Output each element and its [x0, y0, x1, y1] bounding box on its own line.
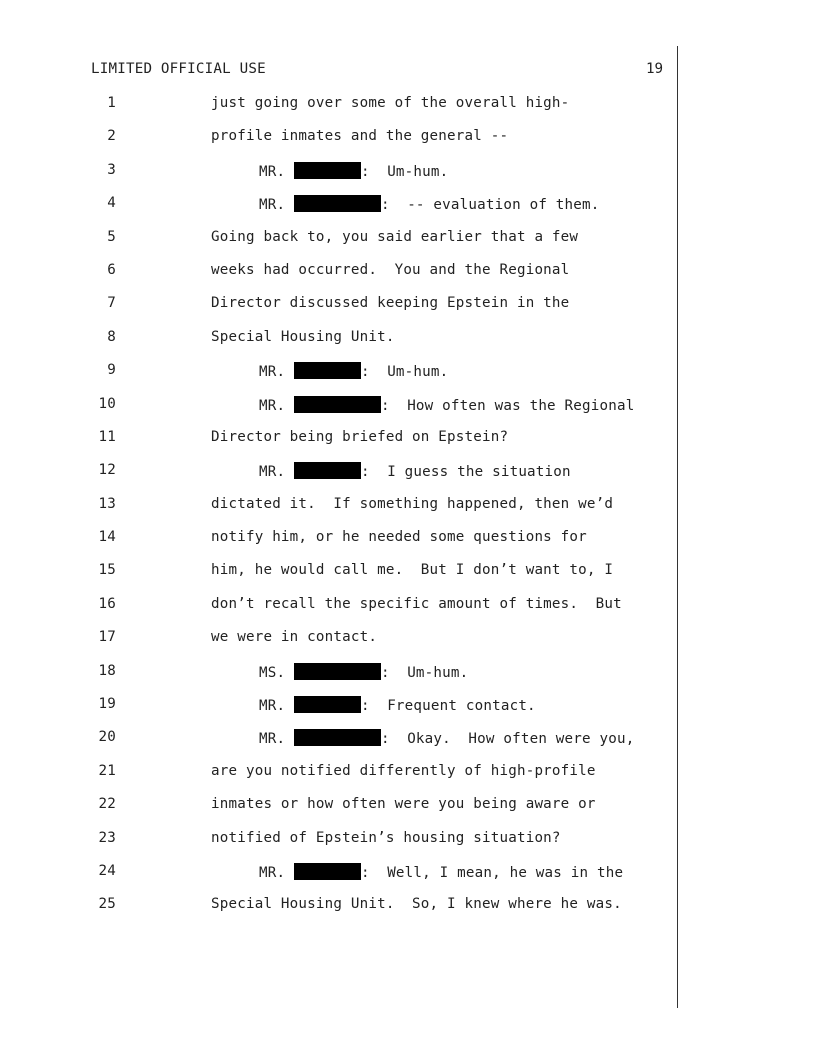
line-text-segment: Director being briefed on Epstein?: [211, 428, 509, 445]
line-text: [259, 729, 634, 747]
transcript-line: [0, 362, 816, 395]
transcript-line: [0, 496, 816, 529]
line-text: [211, 562, 613, 578]
line-text: [259, 162, 448, 180]
line-text-segment: MR.: [259, 163, 294, 180]
transcript-line: [0, 262, 816, 295]
line-number: 1: [107, 95, 116, 111]
transcript-line: [0, 863, 816, 896]
line-text: [259, 462, 571, 480]
line-text-segment: : Um-hum.: [360, 364, 449, 381]
line-text-segment: : How often was the Regional: [380, 397, 635, 414]
line-number: 14: [98, 529, 116, 546]
line-number: 6: [107, 261, 116, 278]
redaction-box: [294, 729, 381, 746]
redaction-box: [294, 396, 381, 413]
redaction-box: [294, 696, 361, 713]
line-text-segment: MR.: [259, 397, 294, 414]
line-text: [211, 629, 377, 645]
line-text-segment: : Okay. How often were you,: [380, 731, 635, 748]
line-text: [259, 696, 536, 714]
line-text-segment: dictated it. If something happened, then we’d: [211, 495, 614, 512]
line-text: [211, 429, 508, 445]
line-text-segment: MR.: [259, 864, 294, 881]
redaction-box: [294, 162, 361, 179]
line-text-segment: inmates or how often were you being aware or: [211, 796, 596, 813]
transcript-line: [0, 763, 816, 796]
redaction-box: [294, 362, 361, 379]
line-text-segment: notified of Epstein’s housing situation?: [211, 829, 561, 846]
page-number: 19: [646, 61, 664, 77]
line-text-segment: Director discussed keeping Epstein in the: [211, 295, 570, 312]
line-number: 21: [98, 762, 116, 779]
line-text: [211, 596, 622, 612]
line-text-segment: : Um-hum.: [360, 163, 449, 180]
line-text: [211, 295, 569, 311]
redaction-box: [294, 195, 381, 212]
line-number: 17: [98, 629, 116, 646]
transcript-line: [0, 195, 816, 228]
transcript-line: [0, 696, 816, 729]
transcript-line: [0, 830, 816, 863]
redaction-box: [294, 462, 361, 479]
line-text-segment: MR.: [259, 731, 294, 748]
transcript-line: [0, 429, 816, 462]
transcript-line: [0, 729, 816, 762]
transcript-line: [0, 596, 816, 629]
line-text-segment: : Frequent contact.: [360, 698, 536, 715]
transcript-line: [0, 796, 816, 829]
line-text-segment: we were in contact.: [211, 629, 378, 646]
line-text-segment: Going back to, you said earlier that a few: [211, 228, 579, 245]
redaction-box: [294, 863, 361, 880]
transcript-line: [0, 162, 816, 195]
line-text: [211, 229, 578, 245]
line-text: [211, 896, 622, 912]
line-number: 3: [107, 161, 116, 178]
line-text: [259, 362, 448, 380]
line-text: [211, 529, 587, 545]
line-text: [211, 496, 613, 512]
classification-header: LIMITED OFFICIAL USE: [91, 61, 266, 77]
line-number: 18: [98, 662, 116, 679]
line-text: [211, 95, 569, 111]
line-text: [211, 262, 569, 278]
line-number: 11: [98, 428, 116, 445]
line-text-segment: don’t recall the specific amount of times. But: [211, 595, 622, 612]
transcript-line: [0, 295, 816, 328]
line-number: 8: [107, 328, 116, 345]
line-text: [259, 663, 468, 681]
transcript-line: [0, 529, 816, 562]
line-text-segment: MR.: [259, 197, 294, 214]
line-number: 9: [107, 362, 116, 379]
line-number: 7: [107, 295, 116, 312]
transcript-line: [0, 396, 816, 429]
line-number: 23: [98, 829, 116, 846]
line-text: [259, 863, 623, 881]
transcript-line: [0, 128, 816, 161]
line-number: 12: [98, 462, 116, 479]
line-text-segment: notify him, or he needed some questions for: [211, 529, 587, 546]
line-text-segment: MR.: [259, 364, 294, 381]
line-text-segment: MR.: [259, 698, 294, 715]
transcript-line: [0, 462, 816, 495]
transcript-line: [0, 663, 816, 696]
transcript-line: [0, 95, 816, 128]
line-text: [259, 195, 600, 213]
line-text: [259, 396, 634, 414]
line-number: 2: [107, 128, 116, 145]
line-text: [211, 128, 508, 144]
transcript-lines: [0, 95, 816, 930]
line-text: [211, 329, 395, 345]
line-number: 4: [107, 195, 116, 212]
transcript-line: [0, 329, 816, 362]
line-text-segment: MS.: [259, 664, 294, 681]
line-number: 24: [98, 862, 116, 879]
line-number: 19: [98, 696, 116, 713]
line-text-segment: profile inmates and the general --: [211, 128, 509, 145]
line-text: [211, 830, 561, 846]
transcript-line: [0, 562, 816, 595]
line-text-segment: : I guess the situation: [360, 464, 571, 481]
line-text: [211, 763, 596, 779]
line-number: 10: [98, 395, 116, 412]
line-text: [211, 796, 596, 812]
redaction-box: [294, 663, 381, 680]
transcript-line: [0, 896, 816, 929]
line-number: 15: [98, 562, 116, 579]
line-number: 25: [98, 896, 116, 913]
transcript-line: [0, 629, 816, 662]
line-text-segment: : Well, I mean, he was in the: [360, 864, 624, 881]
line-text-segment: just going over some of the overall high-: [211, 95, 570, 111]
line-text-segment: Special Housing Unit. So, I knew where he was.: [211, 896, 622, 913]
line-number: 22: [98, 796, 116, 813]
line-text-segment: MR.: [259, 464, 294, 481]
line-number: 16: [98, 595, 116, 612]
line-text-segment: him, he would call me. But I don’t want to, I: [211, 562, 614, 579]
line-text-segment: weeks had occurred. You and the Regional: [211, 261, 570, 278]
line-text-segment: Special Housing Unit.: [211, 328, 395, 345]
line-number: 13: [98, 495, 116, 512]
line-text-segment: : Um-hum.: [380, 664, 469, 681]
line-number: 5: [107, 228, 116, 245]
line-text-segment: : -- evaluation of them.: [380, 197, 600, 214]
transcript-line: [0, 229, 816, 262]
line-number: 20: [98, 729, 116, 746]
line-text-segment: are you notified differently of high-profile: [211, 762, 596, 779]
